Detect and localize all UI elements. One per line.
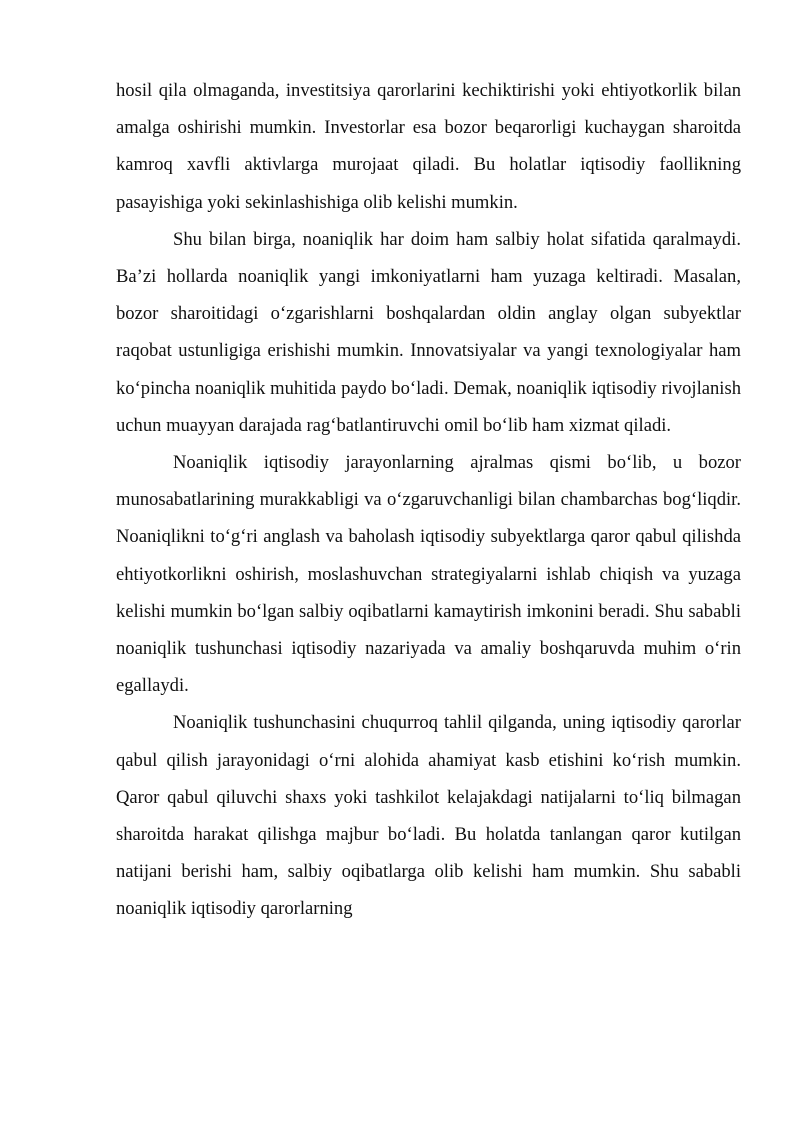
paragraph-4: Noaniqlik tushunchasini chuqurroq tahlil qilganda, uning iqtisodiy qarorlar qabul qilish jarayonidagi o‘rni alohida ahamiyat kasb etishini ko‘rish mumkin. Qaror qabul qiluvchi shaxs yoki tashkilot kelajakdagi natijalarni to‘liq bilmagan sharoitda harakat qilishga majbur bo‘ladi. Bu holatda tanlangan qaror kutilgan natijani berishi ham, salbiy oqibatlarga olib kelishi ham mumkin. Shu sababli noaniqlik iqtisodiy qarorlarning (116, 712, 741, 920)
paragraph-2: Shu bilan birga, noaniqlik har doim ham salbiy holat sifatida qaralmaydi. Ba’zi hollarda noaniqlik yangi imkoniyatlarni ham yuzaga keltiradi. Masalan, bozor sharoitidagi o‘zgarishlarni boshqalardan oldin anglay olgan subyektlar raqobat ustunligiga erishishi mumkin. Innovatsiyalar va yangi texnologiyalar ham ko‘pincha noaniqlik muhitida paydo bo‘ladi. Demak, noaniqlik iqtisodiy rivojlanish uchun muayyan darajada rag‘batlantiruvchi omil bo‘lib ham xizmat qiladi. (116, 228, 741, 436)
document-page (116, 72, 741, 928)
paragraph-1: hosil qila olmaganda, investitsiya qarorlarini kechiktirishi yoki ehtiyotkorlik bilan amalga oshirishi mumkin. Investorlar esa bozor beqarorligi kuchaygan sharoitda kamroq xavfli aktivlarga murojaat qiladi. Bu holatlar iqtisodiy faollikning pasayishiga yoki sekinlashishiga olib kelishi mumkin. (116, 80, 741, 213)
paragraph-3: Noaniqlik iqtisodiy jarayonlarning ajralmas qismi bo‘lib, u bozor munosabatlarining murakkabligi va o‘zgaruvchanligi bilan chambarchas bog‘liqdir. Noaniqlikni to‘g‘ri anglash va baholash iqtisodiy subyektlarga qaror qabul qilishda ehtiyotkorlikni oshirish, moslashuvchan strategiyalarni ishlab chiqish va yuzaga kelishi mumkin bo‘lgan salbiy oqibatlarni kamaytirish imkonini beradi. Shu sababli noaniqlik tushunchasi iqtisodiy nazariyada va amaliy boshqaruvda muhim o‘rin egallaydi. (116, 452, 741, 697)
